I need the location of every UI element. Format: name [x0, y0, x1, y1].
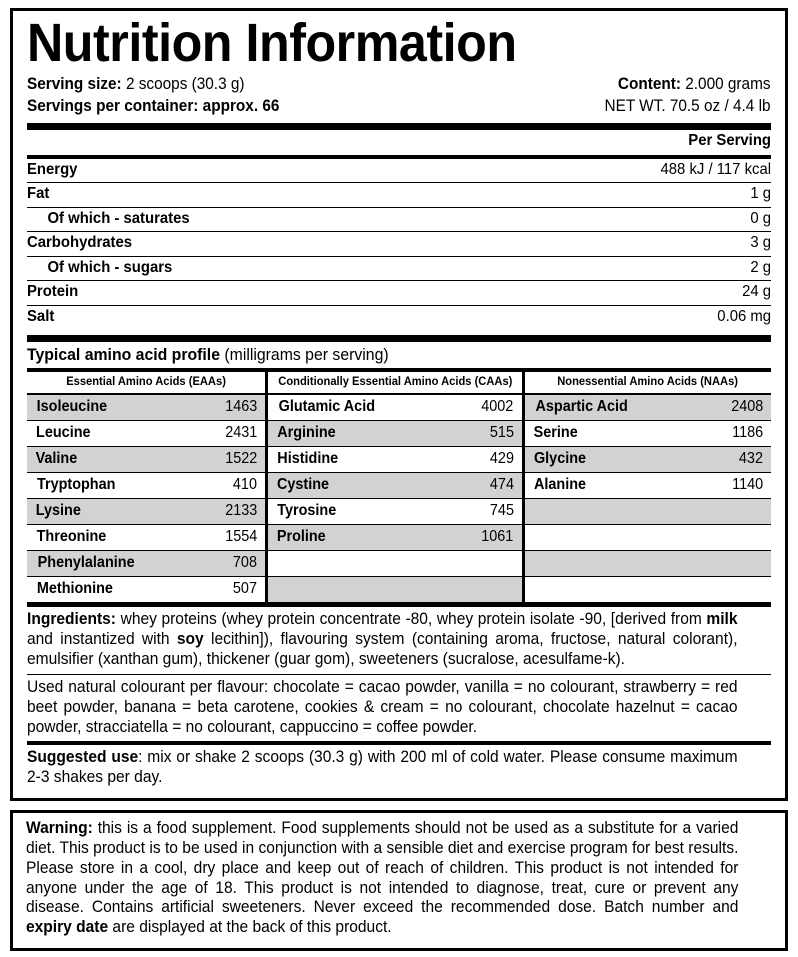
amino-cell-inner [525, 447, 771, 472]
ingredients-text-1: whey proteins (whey protein concentrate -80, whey protein isolate -90, [derived from [115, 610, 707, 629]
nutrition-table [27, 130, 771, 154]
servings-per-container-value: approx. 66 [202, 96, 280, 115]
nutrition-rows-body [27, 159, 771, 329]
ingredients-label: Ingredients: [27, 610, 116, 629]
amino-cell-inner [268, 473, 522, 498]
amino-acid-table [27, 368, 771, 602]
amino-table-row [27, 394, 771, 421]
amino-cell-naa [523, 499, 771, 525]
warning-text-2: are displayed at the back of this product. [108, 918, 392, 937]
amino-table-row [27, 447, 771, 473]
amino-acid-value: 2431 [224, 424, 257, 442]
amino-acid-value: 745 [489, 502, 514, 520]
amino-cell-naa [523, 394, 771, 421]
amino-cell-eaa [27, 499, 267, 525]
amino-cell-caa [267, 577, 524, 603]
amino-acid-value: 432 [739, 450, 764, 468]
amino-cell-inner [525, 421, 771, 446]
amino-cell-inner [268, 578, 522, 601]
amino-acid-value: 1554 [224, 528, 257, 546]
amino-acid-value: 507 [233, 580, 258, 598]
nutrition-table-body [27, 130, 771, 154]
amino-column-header-naa: Nonessential Amino Acids (NAAs) [527, 370, 767, 394]
nutrition-bottom-divider [27, 335, 771, 342]
amino-cell-caa [267, 499, 524, 525]
nutrition-rows-table [27, 159, 771, 329]
ingredients-text-3: lecithin]), flavouring system (containing aroma, fructose, natural colorant), emulsifier (xanthan gum), thickener (guar gom), sweeteners (sucralose, acesulfame-k). [27, 630, 738, 668]
page-title: Nutrition Information [27, 13, 517, 73]
amino-acid-name: Proline [276, 528, 326, 546]
amino-cell-inner [27, 551, 265, 576]
amino-acid-value: 1522 [224, 450, 257, 468]
nutrition-row-value: 3 g [491, 232, 771, 256]
amino-cell-inner [268, 552, 522, 575]
amino-acid-value: 1061 [481, 528, 514, 546]
header-divider [27, 123, 771, 130]
nutrition-row [27, 159, 771, 183]
nutrition-row-value: 0 g [491, 207, 771, 231]
amino-cell-eaa [27, 577, 267, 603]
amino-profile-heading [27, 342, 719, 368]
amino-profile-units: (milligrams per serving) [219, 345, 389, 365]
amino-cell-inner [27, 525, 265, 550]
amino-cell-inner [268, 499, 522, 524]
nutrition-row-value: 0.06 mg [491, 305, 771, 329]
amino-acid-name: Tryptophan [36, 476, 116, 494]
amino-cell-eaa [27, 447, 267, 473]
amino-acid-name: Glutamic Acid [278, 398, 376, 416]
amino-acid-value: 429 [489, 450, 514, 468]
amino-cell-inner [525, 500, 771, 523]
net-weight: NET WT. 70.5 oz / 4.4 lb [604, 96, 771, 115]
serving-summary [27, 74, 771, 118]
amino-acid-value: 2408 [730, 398, 763, 416]
ingredients-text-2: and instantized with [27, 630, 177, 649]
amino-cell-inner [268, 421, 522, 446]
servings-per-container-line [27, 96, 279, 118]
amino-cell-inner [268, 525, 522, 550]
main-panel [10, 8, 788, 801]
amino-acid-value: 474 [489, 476, 514, 494]
amino-acid-value: 1186 [731, 424, 763, 442]
amino-acid-name: Isoleucine [36, 398, 108, 416]
amino-cell-inner [525, 552, 771, 575]
amino-table-head [27, 370, 771, 394]
amino-cell-inner [525, 473, 771, 498]
nutrition-row [27, 256, 771, 280]
warning-panel [10, 810, 788, 951]
amino-cell-inner [525, 526, 771, 549]
amino-header-row [27, 370, 771, 394]
serving-size-label: Serving size: [27, 74, 122, 93]
amino-cell-naa [523, 525, 771, 551]
amino-cell-caa [267, 473, 524, 499]
amino-cell-inner [525, 395, 771, 420]
serving-size-line [27, 74, 279, 96]
amino-acid-name: Alanine [533, 476, 586, 494]
amino-cell-inner [27, 421, 265, 446]
amino-cell-eaa [27, 394, 267, 421]
amino-cell-inner [27, 577, 265, 602]
nutrition-row-value: 1 g [491, 183, 771, 207]
amino-acid-value: 1140 [731, 476, 763, 494]
amino-table-row [27, 473, 771, 499]
ingredients-allergen-milk: milk [706, 610, 738, 629]
nutrition-row-value: 488 kJ / 117 kcal [660, 160, 771, 178]
amino-cell-naa [523, 577, 771, 603]
nutrition-row-name: Salt [27, 305, 439, 329]
nutrition-row-name: Carbohydrates [27, 232, 439, 256]
content-line [605, 74, 771, 96]
amino-acid-name: Cystine [277, 476, 330, 494]
nutrition-row-name: Of which - sugars [27, 256, 439, 280]
warning-label: Warning: [26, 819, 93, 838]
amino-table-row [27, 525, 771, 551]
nutrition-row-name: Fat [27, 183, 439, 207]
amino-acid-value: 4002 [481, 398, 514, 416]
serving-summary-right [605, 74, 771, 118]
amino-cell-naa [523, 447, 771, 473]
suggested-use-text: : mix or shake 2 scoops (30.3 g) with 200 ml of cold water. Please consume maximum 2-3 shakes per day. [27, 748, 738, 787]
amino-acid-name: Arginine [277, 424, 336, 442]
amino-table-body [27, 394, 771, 602]
amino-cell-caa [267, 447, 524, 473]
amino-acid-name: Lysine [35, 502, 81, 520]
amino-cell-inner [268, 395, 522, 420]
nutrition-row [27, 305, 771, 329]
amino-cell-eaa [27, 473, 267, 499]
amino-cell-inner [27, 395, 265, 420]
suggested-use-label: Suggested use [27, 748, 139, 767]
amino-cell-eaa [27, 421, 267, 447]
amino-acid-name: Threonine [36, 528, 107, 546]
amino-acid-name: Phenylalanine [37, 554, 135, 572]
ingredients-allergen-soy: soy [176, 630, 204, 649]
amino-acid-name: Aspartic Acid [535, 398, 628, 416]
amino-cell-caa [267, 525, 524, 551]
amino-acid-value: 410 [233, 476, 258, 494]
colourant-paragraph: Used natural colourant per flavour: chocolate = cacao powder, vanilla = no colourant, strawberry = red beet powder, banana = beta carotene, cookies & cream = no colourant, chocolate hazelnut = cacao powder, stracciatella = no colourant, cappuccino = coffee powder. [27, 677, 738, 736]
amino-acid-value: 515 [489, 424, 514, 442]
nutrition-header-row [27, 130, 771, 154]
ingredients-paragraph [27, 607, 738, 674]
amino-acid-name: Methionine [36, 580, 113, 598]
nutrition-row [27, 207, 771, 231]
amino-table-row [27, 421, 771, 447]
amino-table-row [27, 577, 771, 603]
serving-size-value: 2 scoops (30.3 g) [125, 74, 245, 93]
nutrition-row-name: Of which - saturates [27, 207, 439, 231]
amino-cell-caa [267, 421, 524, 447]
amino-cell-inner [268, 447, 522, 472]
amino-acid-name: Serine [533, 424, 578, 442]
amino-acid-value: 2133 [224, 502, 257, 520]
nutrition-row-value: 2 g [491, 256, 771, 280]
nutrition-row-name: Energy [27, 160, 78, 178]
amino-table-row [27, 551, 771, 577]
amino-acid-name: Leucine [36, 424, 91, 442]
amino-cell-eaa [27, 551, 267, 577]
amino-column-header-caa: Conditionally Essential Amino Acids (CAAs) [270, 370, 519, 394]
amino-acid-name: Tyrosine [277, 502, 337, 520]
amino-cell-naa [523, 421, 771, 447]
nutrition-row [27, 183, 771, 207]
serving-summary-left [27, 74, 279, 118]
nutrition-row-value: 24 g [491, 281, 771, 305]
amino-cell-inner [27, 499, 265, 524]
nutrition-row [27, 232, 771, 256]
amino-acid-name: Valine [35, 450, 78, 468]
amino-column-header-eaa: Essential Amino Acids (EAAs) [31, 370, 263, 394]
amino-cell-caa [267, 551, 524, 577]
amino-cell-inner [27, 447, 265, 472]
nutrition-column-header: Per Serving [688, 132, 771, 150]
amino-cell-eaa [27, 525, 267, 551]
content-value: 2.000 grams [685, 74, 771, 93]
suggested-use-paragraph [27, 745, 738, 792]
amino-table-row [27, 499, 771, 525]
amino-cell-naa [523, 473, 771, 499]
amino-acid-value: 1463 [224, 398, 257, 416]
nutrition-row [27, 281, 771, 305]
nutrition-row-name: Protein [27, 281, 439, 305]
content-label: Content: [618, 74, 682, 93]
amino-cell-caa [267, 394, 524, 421]
amino-acid-name: Glycine [533, 450, 586, 468]
amino-acid-value: 708 [233, 554, 258, 572]
amino-cell-naa [523, 551, 771, 577]
amino-cell-inner [525, 578, 771, 601]
warning-text-1: this is a food supplement. Food supplements should not be used as a substitute for a varied diet. This product is to be used in conjunction with a sensible diet and exercise program for best results. Please store in a cool, dry place and keep out of reach of children. This product is not intended for anyone under the age of 18. This product is not intended to diagnose, treat, cure or prevent any disease. Contains artificial sweeteners. Never exceed the recommended dose. Batch number and [26, 819, 739, 917]
amino-profile-title: Typical amino acid profile [27, 345, 220, 365]
warning-expiry-date: expiry date [26, 918, 109, 937]
amino-acid-name: Histidine [277, 450, 339, 468]
amino-cell-inner [27, 473, 265, 498]
servings-per-container-label: Servings per container: [27, 96, 199, 115]
warning-paragraph [26, 819, 738, 938]
